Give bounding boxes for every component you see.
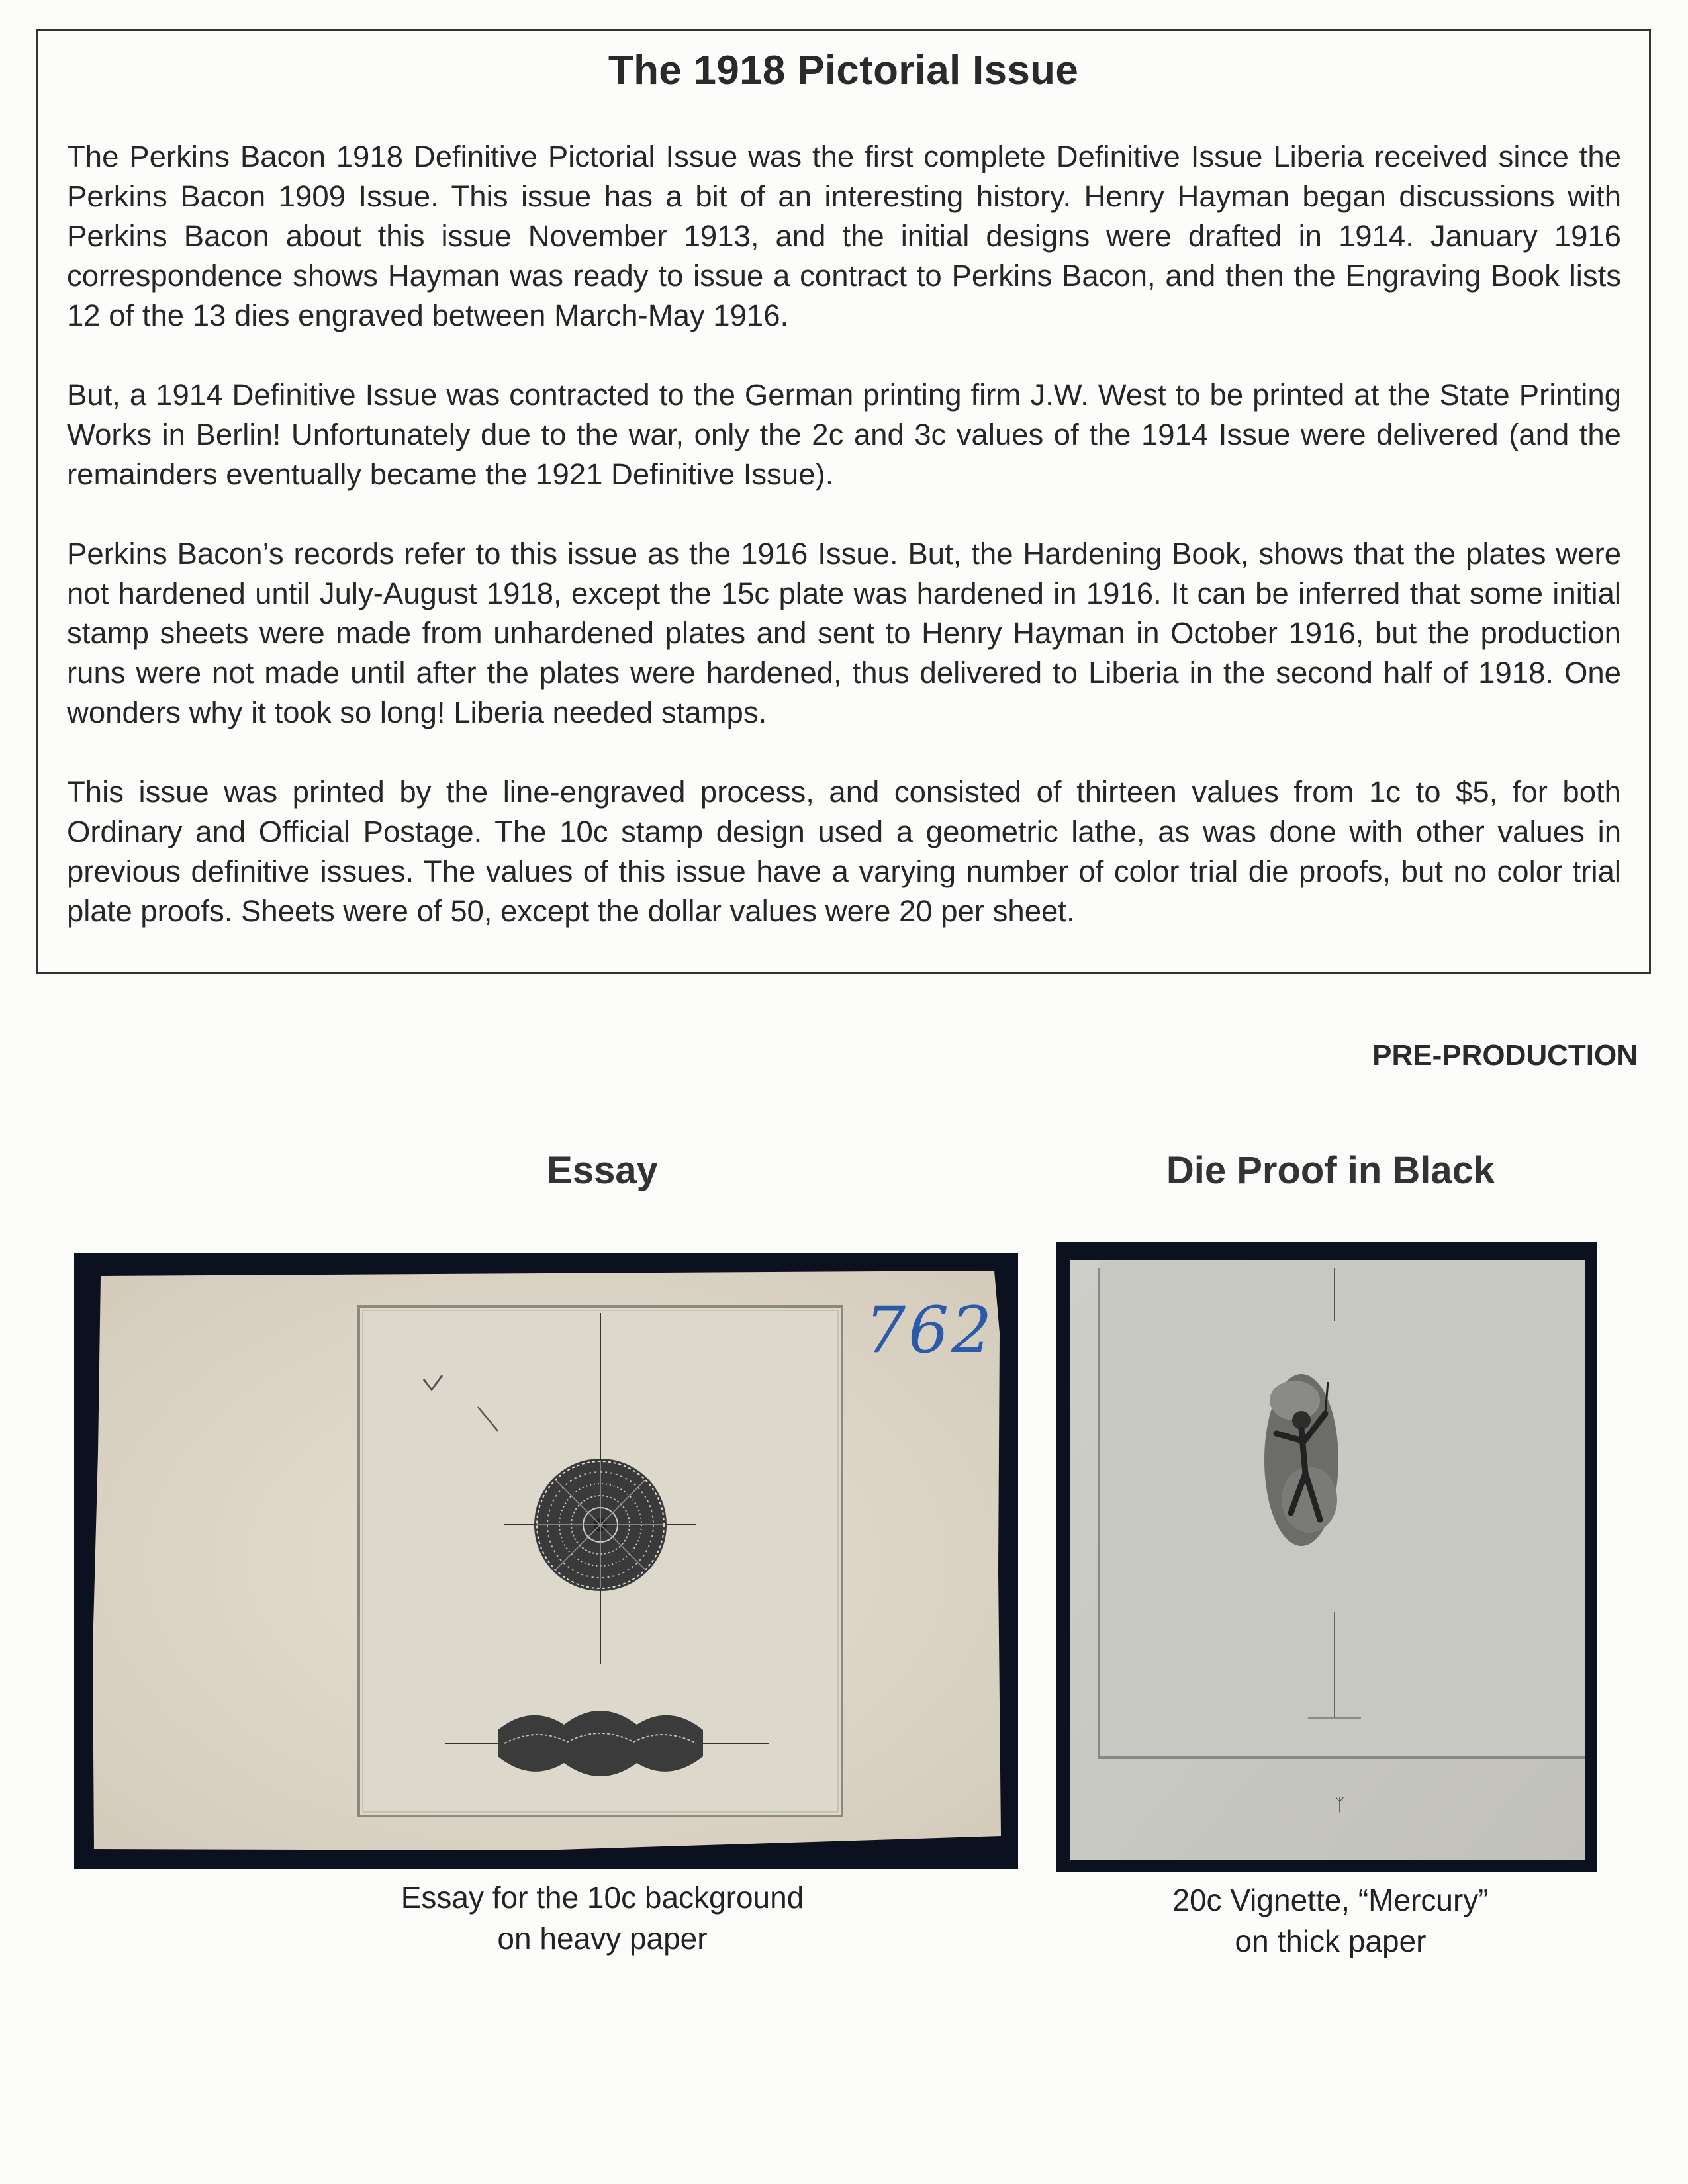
die-proof-mount (1056, 1242, 1597, 1872)
essay-annotation: 762 (865, 1293, 995, 1367)
die-proof-caption-line2: on thick paper (1235, 1924, 1427, 1958)
die-proof-item (1056, 1242, 1597, 1872)
essay-caption-line1: Essay for the 10c background (400, 1880, 804, 1915)
die-proof-heading: Die Proof in Black (1166, 1149, 1495, 1192)
section-label: PRE-PRODUCTION (1372, 1039, 1638, 1071)
paragraph-hardening: Perkins Bacon’s records refer to this issue as the 1916 Issue. But, the Hardening Book, shows that the plates were not hardened until July-August 1918, except the 15c plate was hardened in 1916. It can be inferred that some initial stamp sheets were made from unhardened plates and sent to Henry Hayman in October 1916, but the production runs were not made until after the plates were hardened, thus delivered to Liberia in the second half of 1918. One wonders why it took so long! Liberia needed stamps. (67, 537, 1621, 729)
essay-heading: Essay (547, 1149, 658, 1192)
mercury-vignette (1264, 1374, 1338, 1546)
paragraph-german-issue: But, a 1914 Definitive Issue was contracted to the German printing firm J.W. West to be printed at the State Printing Works in Berlin! Unfortunately due to the war, only the 2c and 3c values of the 1914 Issue were delivered (and the remainders eventually became the 1921 Definitive Issue). (67, 378, 1621, 491)
paragraph-history: The Perkins Bacon 1918 Definitive Pictorial Issue was the first complete Definitive Issue Liberia received since the Perkins Bacon 1909 Issue. This issue has a bit of an interesting history. Henry Hayman began discussions with Perkins Bacon about this issue November 1913, and the initial designs were drafted in 1914. January 1916 correspondence shows Hayman was ready to issue a contract to Perkins Bacon, and then the Engraving Book lists 12 of the 13 dies engraved between March-May 1916. (67, 140, 1621, 332)
die-proof-caption (1172, 1880, 1488, 1962)
essay-caption (401, 1877, 804, 1959)
wave-band-engraving (498, 1711, 703, 1776)
essay-caption-line2: on heavy paper (497, 1921, 708, 1956)
svg-text:ᛉ: ᛉ (1335, 1795, 1345, 1815)
die-proof-caption-line1: 20c Vignette, “Mercury” (1172, 1883, 1489, 1917)
paragraph-printing: This issue was printed by the line-engraved process, and consisted of thirteen values from 1c to $5, for both Ordinary and Official Postage. The 10c stamp design used a geometric lathe, as was done with other values in previous definitive issues. The values of this issue have a varying number of color trial die proofs, but no color trial plate proofs. Sheets were of 50, except the dollar values were 20 per sheet. (67, 775, 1621, 928)
rosette-engraving (534, 1459, 667, 1591)
page-title: The 1918 Pictorial Issue (608, 48, 1079, 93)
essay-mount (74, 1253, 1018, 1869)
intro-text-box (36, 29, 1651, 974)
